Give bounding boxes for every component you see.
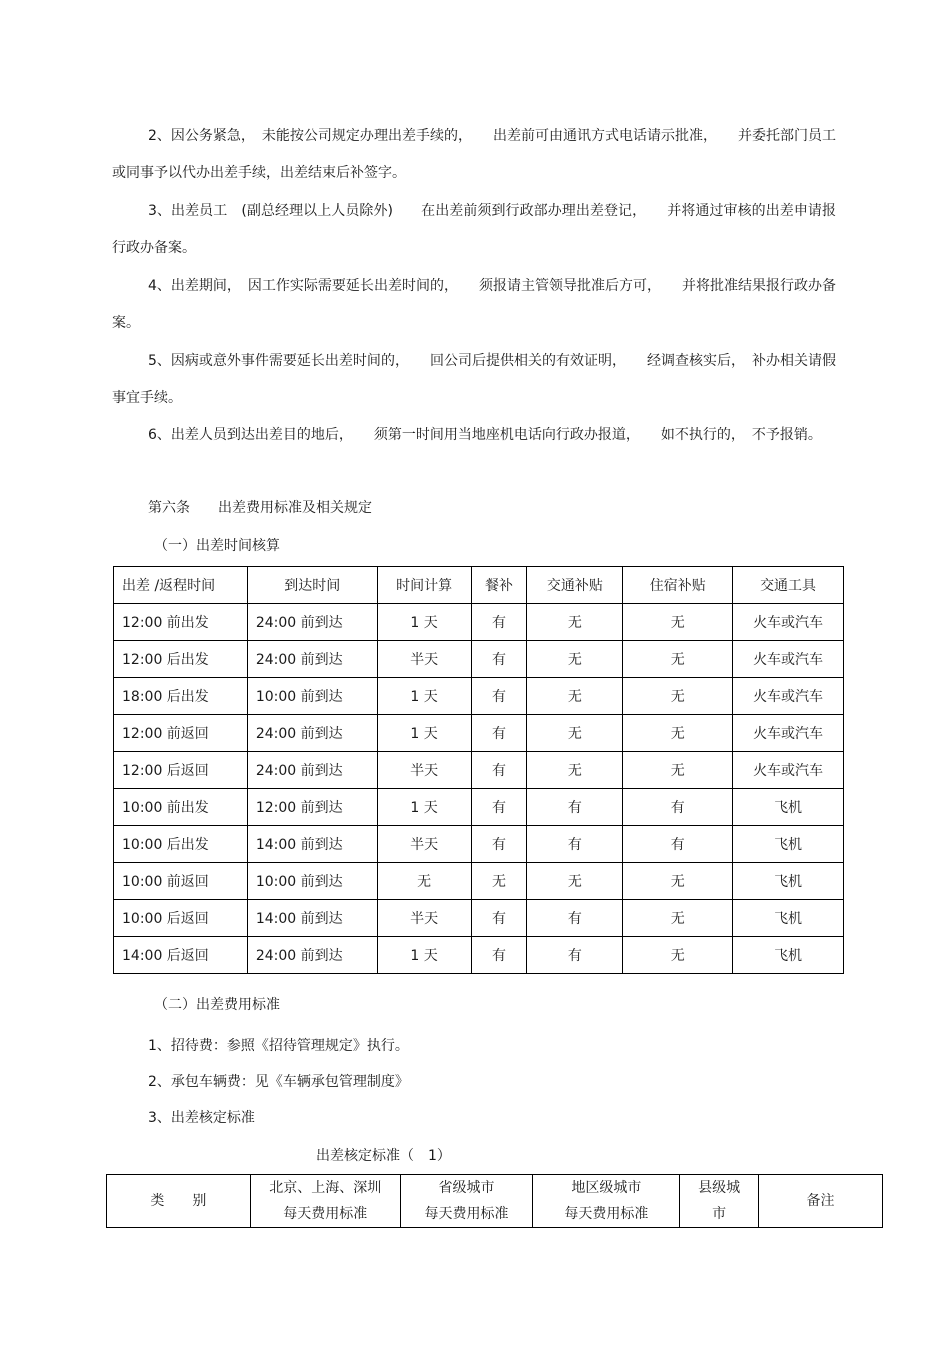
header-prefecture-city-name: 地区级城市 — [571, 1180, 642, 1196]
header-tier1-city — [250, 1175, 400, 1228]
cell: 24:00 前到达 — [247, 641, 377, 678]
cell: 无 — [623, 715, 733, 752]
cell: 24:00 前到达 — [247, 752, 377, 789]
header-provincial-city-name: 省级城市 — [438, 1180, 495, 1196]
cell: 12:00 后出发 — [114, 641, 248, 678]
cell: 飞机 — [733, 900, 844, 937]
header-tier1-city-name: 北京、上海、深圳 — [269, 1180, 382, 1196]
subsection-time-title: （一）出差时间核算 — [154, 538, 280, 554]
paragraph-2: 2、因公务紧急， 未能按公司规定办理出差手续的， 出差前可由通讯方式电话请示批准， 并委托部门员工或同事予以代办出差手续，出差结束后补签字。 — [112, 128, 836, 181]
cell: 有 — [471, 641, 527, 678]
cell: 飞机 — [733, 937, 844, 974]
header-provincial-city — [400, 1175, 533, 1228]
cell: 半天 — [377, 826, 471, 863]
cell: 火车或汽车 — [733, 678, 844, 715]
cell: 10:00 前返回 — [114, 863, 248, 900]
cell: 火车或汽车 — [733, 752, 844, 789]
cell: 10:00 后返回 — [114, 900, 248, 937]
header-transport: 交通补贴 — [527, 567, 623, 604]
table-row — [114, 937, 844, 974]
cell: 有 — [527, 937, 623, 974]
cell: 14:00 前到达 — [247, 900, 377, 937]
table-header-row — [107, 1175, 883, 1228]
cell: 12:00 前到达 — [247, 789, 377, 826]
cell: 12:00 前返回 — [114, 715, 248, 752]
cell: 有 — [471, 937, 527, 974]
header-county-city — [680, 1175, 759, 1228]
cell: 无 — [623, 641, 733, 678]
table-header-row — [114, 567, 844, 604]
cell: 有 — [623, 826, 733, 863]
table-row — [114, 900, 844, 937]
paragraph-6: 6、出差人员到达出差目的地后， 须第一时间用当地座机电话向行政办报道， 如不执行的， 不予报销。 — [148, 427, 822, 443]
header-remarks: 备注 — [759, 1175, 883, 1228]
cell: 有 — [471, 752, 527, 789]
header-meal: 餐补 — [471, 567, 527, 604]
cell: 无 — [527, 715, 623, 752]
cell: 24:00 前到达 — [247, 937, 377, 974]
cell: 无 — [623, 937, 733, 974]
cell: 18:00 后出发 — [114, 678, 248, 715]
table-row — [114, 604, 844, 641]
table-row — [114, 752, 844, 789]
cell: 10:00 前出发 — [114, 789, 248, 826]
header-county-city-line2: 市 — [712, 1206, 727, 1222]
cell: 无 — [527, 604, 623, 641]
cell: 14:00 后返回 — [114, 937, 248, 974]
item-entertainment: 1、招待费：参照《招待管理规定》执行。 — [148, 1038, 409, 1054]
cell: 无 — [623, 678, 733, 715]
paragraph-3: 3、出差员工 (副总经理以上人员除外) 在出差前须到行政部办理出差登记， 并将通过审核的出差申请报行政办备案。 — [112, 203, 836, 256]
table-row — [114, 678, 844, 715]
header-category: 类 别 — [107, 1175, 251, 1228]
cell: 1 天 — [377, 789, 471, 826]
table-row — [114, 789, 844, 826]
cell: 有 — [471, 826, 527, 863]
cell: 无 — [377, 863, 471, 900]
cell: 10:00 前到达 — [247, 678, 377, 715]
cell: 有 — [471, 678, 527, 715]
cell: 半天 — [377, 641, 471, 678]
cell: 无 — [623, 604, 733, 641]
cell: 飞机 — [733, 863, 844, 900]
header-departure-time: 出差 /返程时间 — [114, 567, 248, 604]
table-row — [114, 715, 844, 752]
cell: 火车或汽车 — [733, 641, 844, 678]
cell: 1 天 — [377, 715, 471, 752]
cell: 1 天 — [377, 604, 471, 641]
header-time-count: 时间计算 — [377, 567, 471, 604]
cell: 24:00 前到达 — [247, 604, 377, 641]
header-county-city-line1: 县级城 — [698, 1180, 741, 1196]
expense-standard-table — [106, 1174, 883, 1228]
table-row — [114, 863, 844, 900]
header-provincial-city-unit: 每天费用标准 — [424, 1206, 509, 1222]
cell: 火车或汽车 — [733, 715, 844, 752]
table-row — [114, 641, 844, 678]
subsection-expense-title: （二）出差费用标准 — [154, 997, 280, 1013]
item-vehicle: 2、承包车辆费：见《车辆承包管理制度》 — [148, 1074, 409, 1090]
cell: 10:00 前到达 — [247, 863, 377, 900]
header-tier1-city-unit: 每天费用标准 — [283, 1206, 368, 1222]
cell: 无 — [623, 863, 733, 900]
cell: 飞机 — [733, 789, 844, 826]
header-vehicle: 交通工具 — [733, 567, 844, 604]
cell: 有 — [527, 789, 623, 826]
cell: 无 — [623, 900, 733, 937]
cell: 飞机 — [733, 826, 844, 863]
cell: 有 — [623, 789, 733, 826]
cell: 1 天 — [377, 937, 471, 974]
header-lodging: 住宿补贴 — [623, 567, 733, 604]
cell: 1 天 — [377, 678, 471, 715]
cell: 火车或汽车 — [733, 604, 844, 641]
item-standard: 3、出差核定标准 — [148, 1110, 255, 1126]
paragraph-4: 4、出差期间， 因工作实际需要延长出差时间的， 须报请主管领导批准后方可， 并将批准结果报行政办备案。 — [112, 278, 836, 331]
cell: 有 — [527, 826, 623, 863]
cell: 有 — [471, 789, 527, 826]
cell: 半天 — [377, 900, 471, 937]
cell: 无 — [471, 863, 527, 900]
cell: 无 — [527, 678, 623, 715]
cell: 无 — [527, 863, 623, 900]
cell: 14:00 前到达 — [247, 826, 377, 863]
cell: 半天 — [377, 752, 471, 789]
cell: 无 — [527, 752, 623, 789]
cell: 有 — [471, 715, 527, 752]
paragraph-5: 5、因病或意外事件需要延长出差时间的， 回公司后提供相关的有效证明， 经调查核实后， 补办相关请假事宜手续。 — [112, 353, 836, 406]
table2-caption: 出差核定标准（ 1） — [316, 1148, 451, 1164]
header-prefecture-city-unit: 每天费用标准 — [564, 1206, 649, 1222]
cell: 10:00 后出发 — [114, 826, 248, 863]
cell: 有 — [471, 604, 527, 641]
header-prefecture-city — [533, 1175, 680, 1228]
cell: 有 — [527, 900, 623, 937]
cell: 无 — [527, 641, 623, 678]
cell: 12:00 前出发 — [114, 604, 248, 641]
cell: 有 — [471, 900, 527, 937]
time-accounting-table — [113, 566, 844, 974]
cell: 无 — [623, 752, 733, 789]
cell: 12:00 后返回 — [114, 752, 248, 789]
table-row — [114, 826, 844, 863]
cell: 24:00 前到达 — [247, 715, 377, 752]
header-arrival-time: 到达时间 — [247, 567, 377, 604]
section-title: 第六条 出差费用标准及相关规定 — [148, 500, 372, 516]
